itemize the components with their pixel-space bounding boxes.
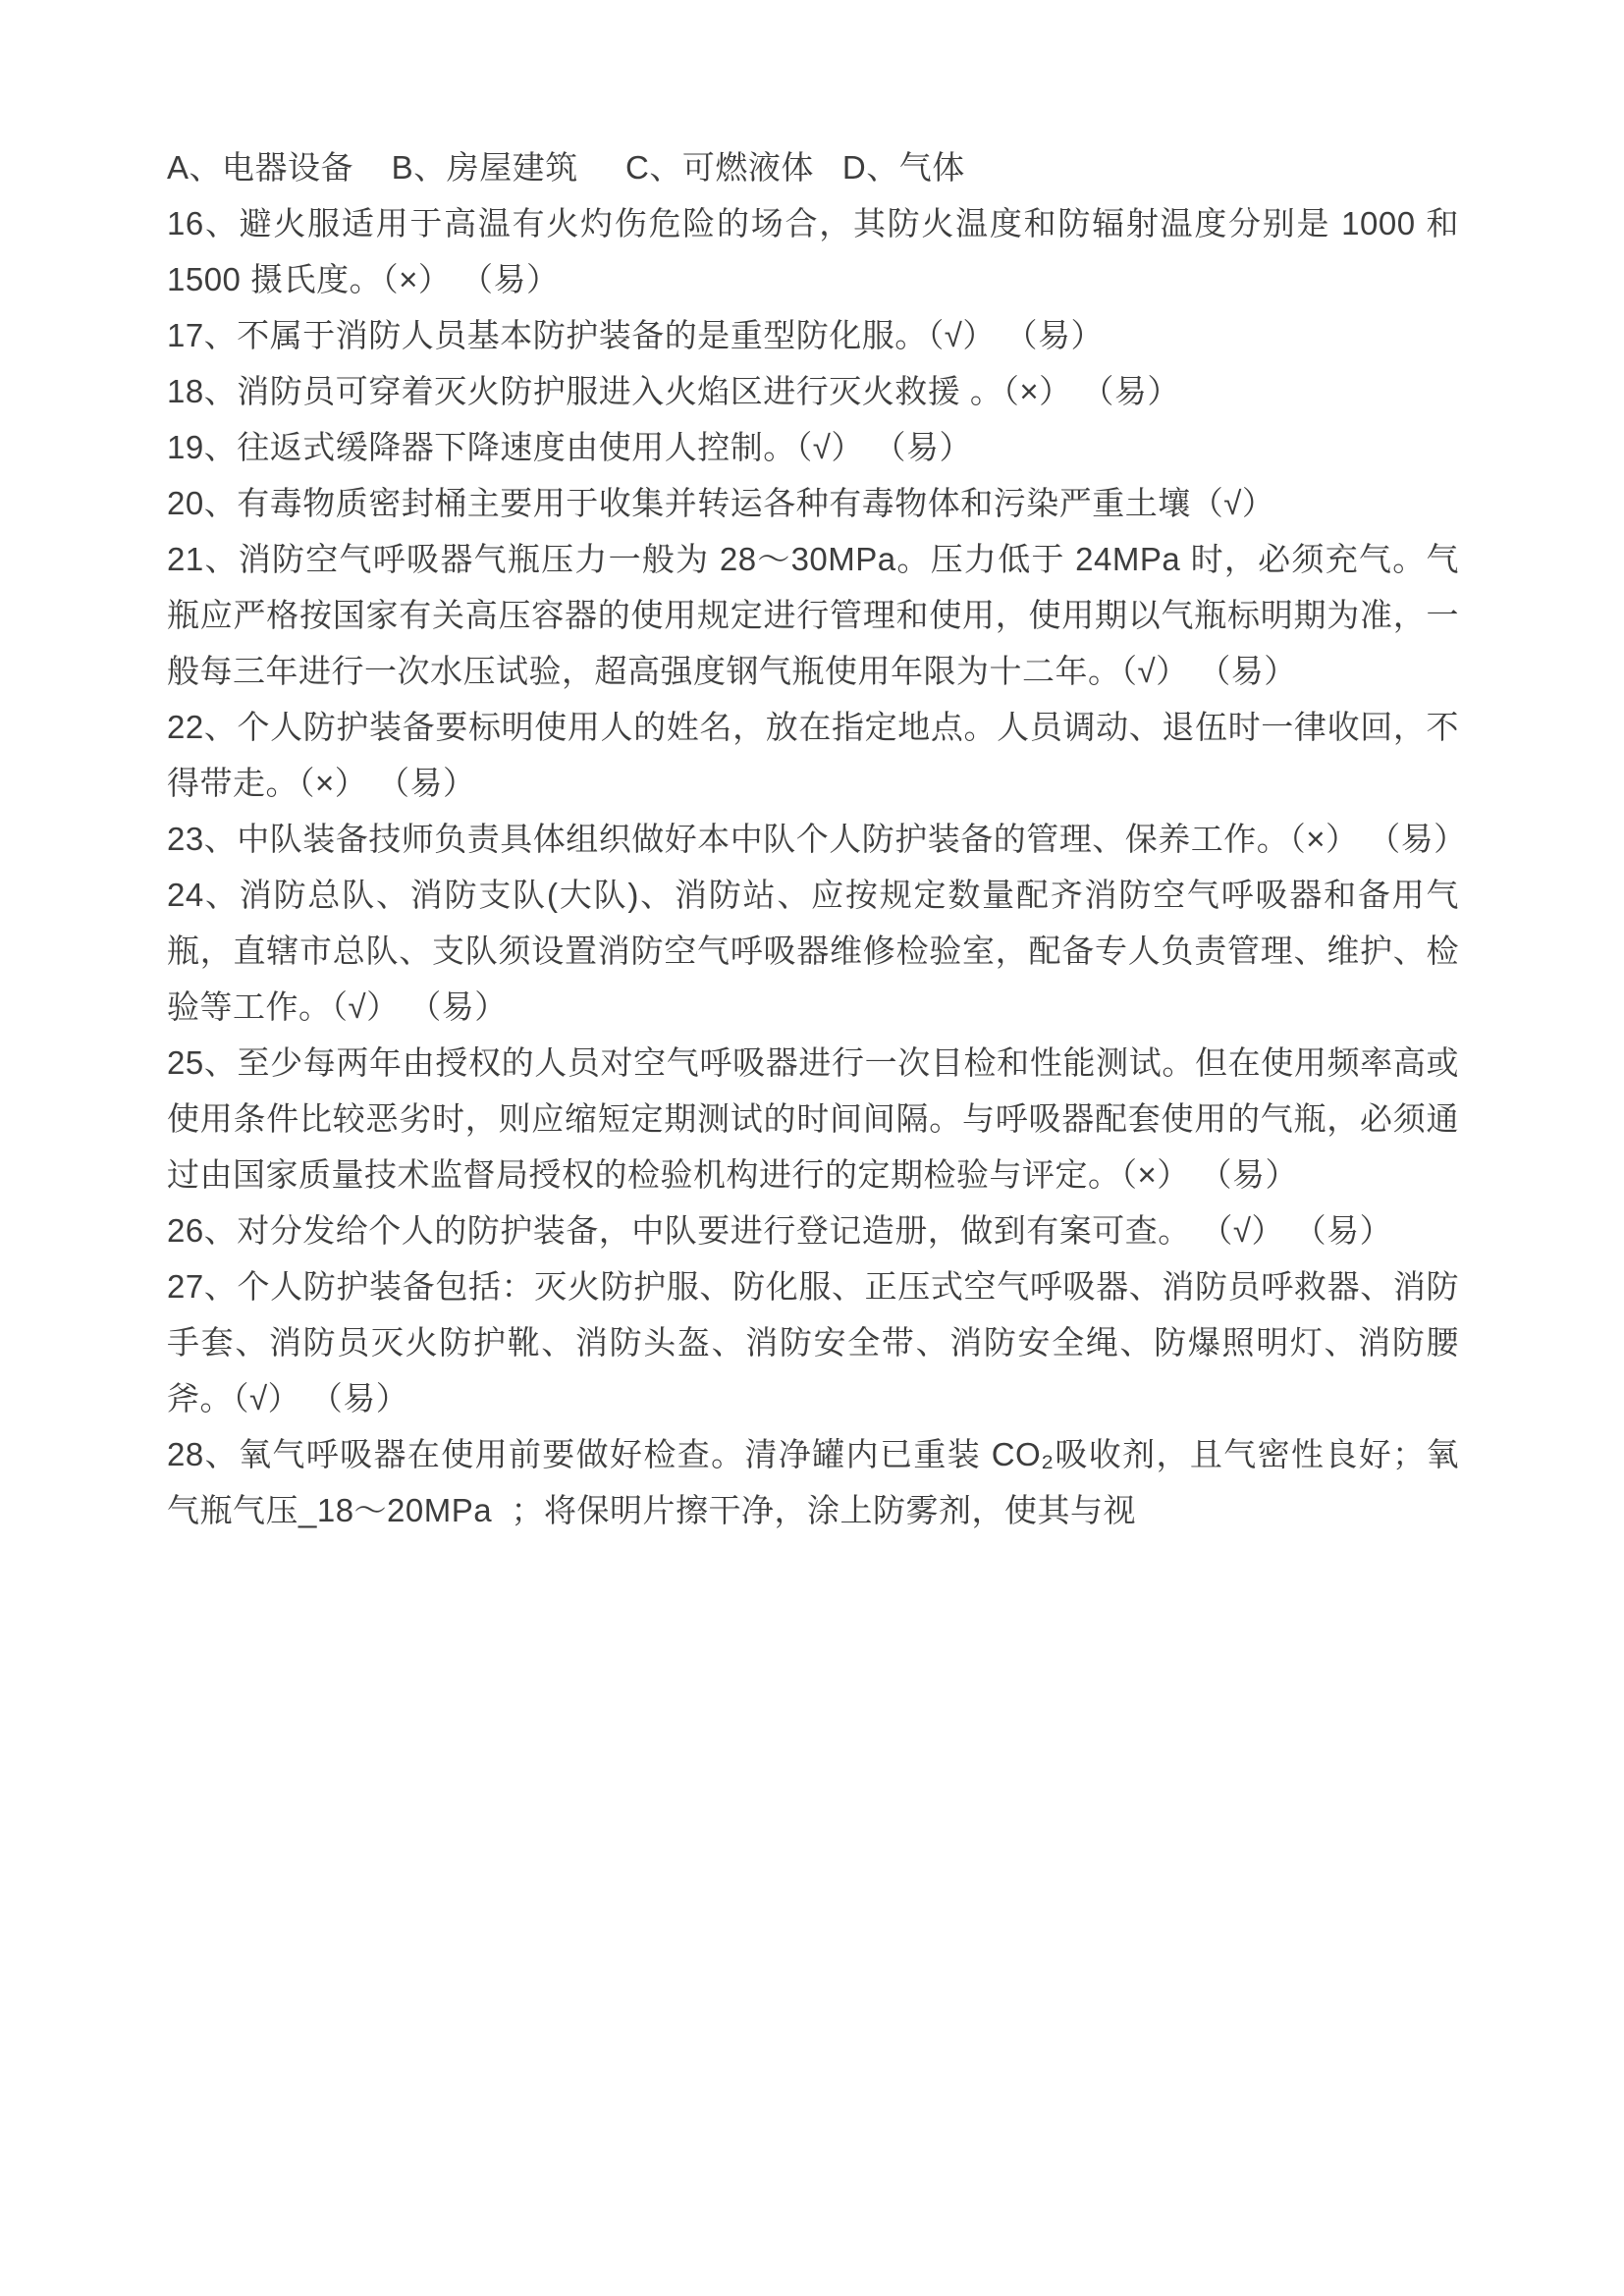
options-line: A、电器设备 B、房屋建筑 C、可燃液体 D、气体 [167,149,965,186]
question-item-20: 20、有毒物质密封桶主要用于收集并转运各种有毒物体和污染严重土壤（√） [167,485,1275,521]
question-item-19: 19、往返式缓降器下降速度由使用人控制。（√） （易） [167,429,972,465]
question-item-22: 22、个人防护装备要标明使用人的姓名，放在指定地点。人员调动、退伍时一律收回，不得带走。（×） （易） [167,709,1459,801]
question-item-28: 28、氧气呼吸器在使用前要做好检查。清净罐内已重装 CO₂吸收剂，且气密性良好；氧气瓶气压_18～20MPa ；将保明片擦干净，涂上防雾剂，使其与视 [167,1436,1459,1528]
question-item-26: 26、对分发给个人的防护装备，中队要进行登记造册，做到有案可查。 （√） （易） [167,1212,1393,1249]
question-item-27: 27、个人防护装备包括：灭火防护服、防化服、正压式空气呼吸器、消防员呼救器、消防手套、消防员灭火防护靴、消防头盔、消防安全带、消防安全绳、防爆照明灯、消防腰斧。（√） （易） [167,1268,1459,1416]
question-list [167,139,1469,1538]
question-item-25: 25、至少每两年由授权的人员对空气呼吸器进行一次目检和性能测试。但在使用频率高或使用条件比较恶劣时，则应缩短定期测试的时间间隔。与呼吸器配套使用的气瓶，必须通过由国家质量技术监督局授权的检验机构进行的定期检验与评定。（×） （易） [167,1044,1459,1193]
question-item-18: 18、消防员可穿着灭火防护服进入火焰区进行灭火救援 。（×） （易） [167,373,1180,409]
question-item-17: 17、不属于消防人员基本防护装备的是重型防化服。（√） （易） [167,317,1104,353]
question-item-16: 16、避火服适用于高温有火灼伤危险的场合，其防火温度和防辐射温度分别是 1000 和 1500 摄氏度。（×） （易） [167,205,1469,297]
question-item-21: 21、消防空气呼吸器气瓶压力一般为 28～30MPa。压力低于 24MPa 时，必须充气。气瓶应严格按国家有关高压容器的使用规定进行管理和使用，使用期以气瓶标明期为准，一般每三年进行一次水压试验，超高强度钢气瓶使用年限为十二年。（√） （易） [167,541,1459,689]
question-item-24: 24、消防总队、消防支队(大队)、消防站、应按规定数量配齐消防空气呼吸器和备用气瓶，直辖市总队、支队须设置消防空气呼吸器维修检验室，配备专人负责管理、维护、检验等工作。（√） （易） [167,877,1459,1025]
question-item-23: 23、中队装备技师负责具体组织做好本中队个人防护装备的管理、保养工作。（×） （易） [167,821,1467,857]
